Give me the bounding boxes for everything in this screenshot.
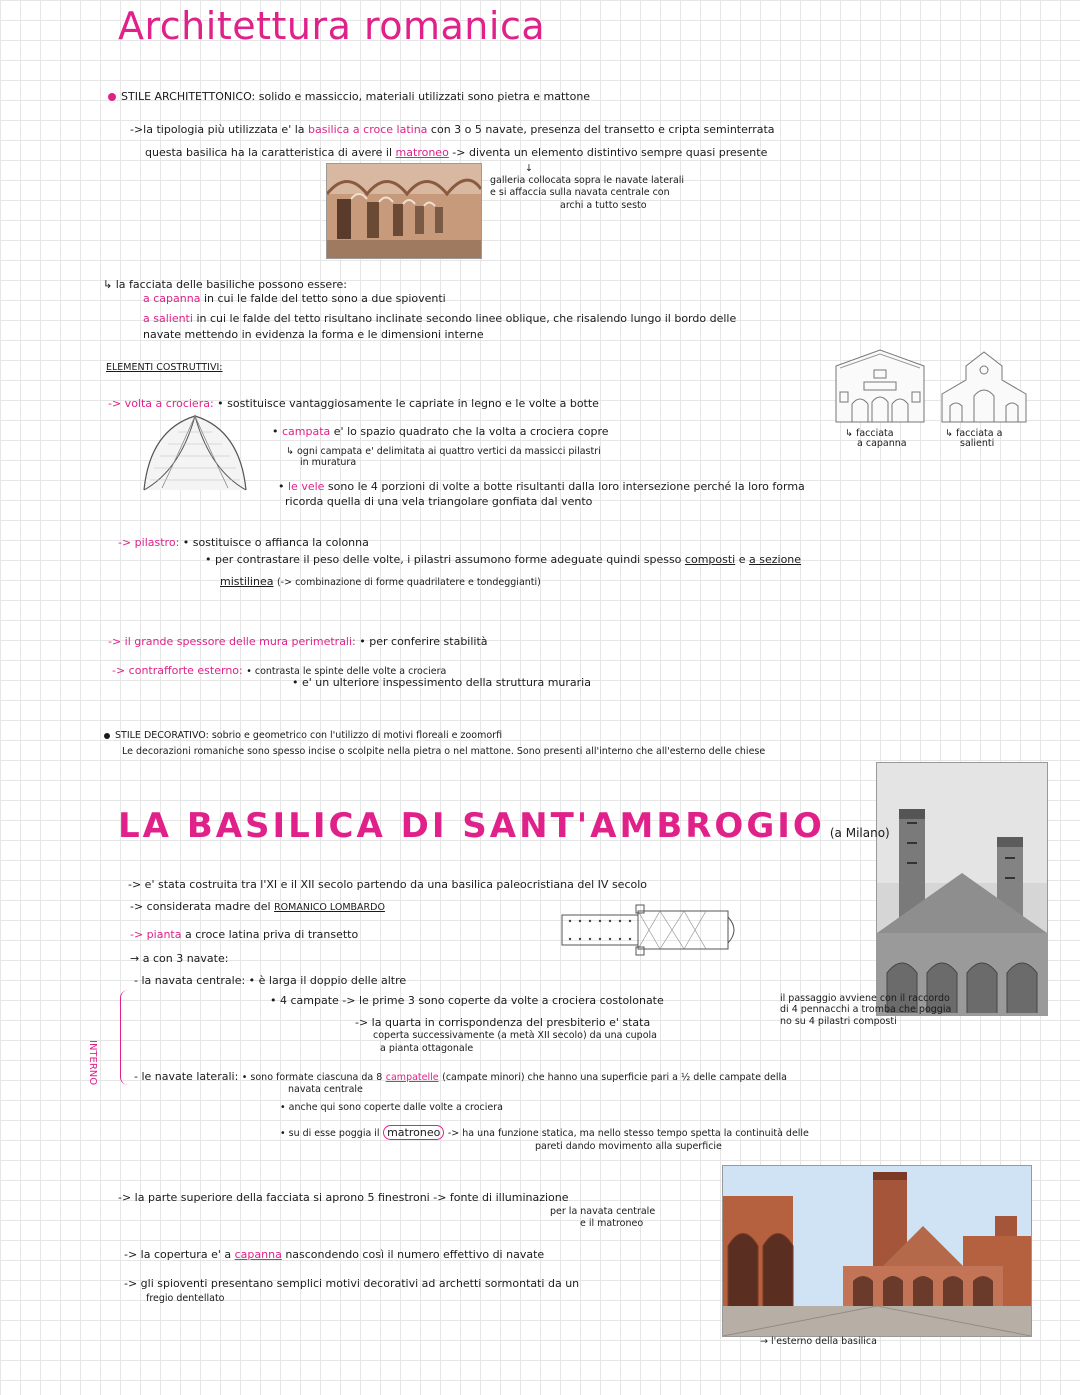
campata-sub-2: in muratura xyxy=(300,457,357,468)
matroneo-term: matroneo xyxy=(395,146,449,159)
mistilinea-term: mistilinea xyxy=(220,575,274,588)
bullet-dot-icon xyxy=(108,93,116,101)
basilica-p1: -> e' stata costruita tra l'XI e il XII secolo partendo da una basilica paleocristiana del IV secolo xyxy=(128,878,648,891)
interno-label: INTERNO xyxy=(87,1040,98,1086)
vele-line-2: ricorda quella di una vela triangolare gonfiata dal vento xyxy=(285,495,593,508)
down-arrow-icon: ↓ xyxy=(525,163,533,174)
pilastro-term: -> pilastro: xyxy=(118,536,180,549)
galleria-note-2: e si affaccia sulla navata centrale con xyxy=(490,187,670,198)
capanna-term: a capanna xyxy=(143,292,201,305)
matroneo-circled-term: matroneo xyxy=(383,1125,444,1140)
mura-line: -> il grande spessore delle mura perimetrali: • per conferire stabilità xyxy=(108,635,488,648)
basilica-title-row xyxy=(118,806,890,846)
matroneo-interior-photo xyxy=(326,163,482,259)
contrafforte-line: -> contrafforte esterno: • contrasta le spinte delle volte a crociera xyxy=(112,664,447,677)
basilica-exterior-sketch xyxy=(876,762,1048,1016)
raccordo-note-3: no su 4 pilastri composti xyxy=(780,1016,897,1027)
finestroni-note-2: e il matroneo xyxy=(580,1218,644,1229)
laterali-line-2: • anche qui sono coperte dalle volte a crociera xyxy=(280,1102,503,1113)
vele-term: le vele xyxy=(288,480,325,493)
basilica-p2: -> considerata madre del ROMANICO LOMBARDO xyxy=(130,900,385,913)
navata-centrale-line: - la navata centrale: • è larga il doppio delle altre xyxy=(134,974,407,987)
raccordo-note-1: il passaggio avviene con il raccordo xyxy=(780,993,950,1004)
pianta-term: -> pianta xyxy=(130,928,182,941)
centrale-line-2: • 4 campate -> le prime 3 sono coperte da volte a crociera costolonate xyxy=(270,994,664,1007)
centrale-line-3: -> la quarta in corrispondenza del presbiterio e' stata xyxy=(355,1016,651,1029)
mura-term: -> il grande spessore delle mura perimetrali: xyxy=(108,635,356,648)
facciata-salienti-line: a salienti in cui le falde del tetto risultano inclinate secondo linee oblique, che risalendo lungo il bordo delle xyxy=(143,312,737,325)
navate-laterali-line: - le navate laterali: • sono formate ciascuna da 8 campatelle (campate minori) che hanno una superficie pari a ½ delle campate della xyxy=(134,1070,787,1083)
facciata-intro: ↳ la facciata delle basiliche possono essere: xyxy=(103,278,347,291)
pilastro-line-3: mistilinea (-> combinazione di forme quadrilatere e tondeggianti) xyxy=(220,575,541,588)
romanico-lombardo-term: ROMANICO LOMBARDO xyxy=(274,902,385,913)
laterali-line-3: • su di esse poggia il matroneo -> ha una funzione statica, ma nello stesso tempo spetta la continuità delle xyxy=(280,1126,809,1139)
finestroni-note-1: per la navata centrale xyxy=(550,1206,656,1217)
basilica-p4: → a con 3 navate: xyxy=(130,952,229,965)
laterali-line-3b: pareti dando movimento alla superficie xyxy=(535,1141,722,1152)
basilica-atrium-photo xyxy=(722,1165,1032,1337)
caption-salienti-1: ↳ facciata a xyxy=(945,428,1003,439)
volta-line: -> volta a crociera: • sostituisce vantaggiosamente le capriate in legno e le volte a botte xyxy=(108,397,599,410)
bullet-dot-icon xyxy=(104,733,110,739)
contrafforte-line-2: • e' un ulteriore inspessimento della struttura muraria xyxy=(292,676,591,689)
spioventi-line: -> gli spioventi presentano semplici motivi decorativi ad archetti sormontati da un xyxy=(124,1277,580,1290)
basilica-croce-latina-term: basilica a croce latina xyxy=(308,123,428,136)
facciata-salienti-line-2: navate mettendo in evidenza la forma e le dimensioni interne xyxy=(143,328,484,341)
volta-crociera-term: -> volta a crociera: xyxy=(108,397,214,410)
caption-capanna-1: ↳ facciata xyxy=(845,428,894,439)
raccordo-note-2: di 4 pennacchi a tromba che poggia xyxy=(780,1004,952,1015)
pilastro-line: -> pilastro: • sostituisce o affianca la colonna xyxy=(118,536,369,549)
stile-decorativo-line-1: STILE DECORATIVO: sobrio e geometrico con l'utilizzo di motivi floreali e zoomorfi xyxy=(104,730,502,741)
capanna-copertura-term: capanna xyxy=(234,1248,282,1261)
spioventi-line-2: fregio dentellato xyxy=(146,1293,225,1304)
stile-decorativo-line-2: Le decorazioni romaniche sono spesso incise o scolpite nella pietra o nel mattone. Sono presenti all'interno che all'esterno delle chiese xyxy=(122,746,766,757)
contrafforte-term: -> contrafforte esterno: xyxy=(112,664,243,677)
matroneo-line: questa basilica ha la caratteristica di avere il matroneo -> diventa un elemento distintivo sempre quasi presente xyxy=(145,146,768,159)
volta-crociera-drawing xyxy=(140,410,250,494)
facciata-capanna-drawing xyxy=(832,348,928,424)
copertura-line: -> la copertura e' a capanna nascondendo così il numero effettivo di navate xyxy=(124,1248,545,1261)
centrale-line-4: coperta successivamente (a metà XII secolo) da una cupola xyxy=(373,1030,657,1041)
galleria-note-1: galleria collocata sopra le navate laterali xyxy=(490,175,685,186)
pilastro-line-2: • per contrastare il peso delle volte, i pilastri assumono forme adeguate quindi spesso composti e a sezione xyxy=(205,553,802,566)
tipologia-line: ->la tipologia più utilizzata e' la basilica a croce latina con 3 o 5 navate, presenza del transetto e cripta seminterrata xyxy=(130,123,775,136)
caption-capanna-2: a capanna xyxy=(857,438,907,449)
centrale-line-5: a pianta ottagonale xyxy=(380,1043,474,1054)
caption-salienti-2: salienti xyxy=(960,438,995,449)
basilica-title: LA BASILICA DI SANT'AMBROGIO xyxy=(118,806,825,846)
laterali-line-1b: navata centrale xyxy=(288,1084,363,1095)
facciata-salienti-drawing xyxy=(940,350,1028,424)
page-title: Architettura romanica xyxy=(118,4,546,48)
caption-esterno: → l'esterno della basilica xyxy=(760,1336,877,1347)
campata-term: campata xyxy=(282,425,331,438)
vele-line: • le vele sono le 4 porzioni di volte a botte risultanti dalla loro intersezione perché la loro forma xyxy=(278,480,805,493)
salienti-term: a salienti xyxy=(143,312,193,325)
galleria-note-3: archi a tutto sesto xyxy=(560,200,647,211)
basilica-p3: -> pianta a croce latina priva di transetto xyxy=(130,928,359,941)
interno-bracket xyxy=(120,990,131,1085)
basilica-subtitle: (a Milano) xyxy=(829,826,890,840)
campatelle-term: campatelle xyxy=(385,1072,439,1083)
elementi-heading: ELEMENTI COSTRUTTIVI: xyxy=(106,362,223,373)
facciata-capanna-line: a capanna in cui le falde del tetto sono a due spioventi xyxy=(143,292,446,305)
stile-text: solido e massiccio, materiali utilizzati sono pietra e mattone xyxy=(258,90,591,103)
composti-term: composti xyxy=(684,553,736,566)
campata-sub-1: ↳ ogni campata e' delimitata ai quattro vertici da massicci pilastri xyxy=(286,446,601,457)
stile-label: STILE ARCHITETTONICO: xyxy=(121,90,256,103)
sezione-term: a sezione xyxy=(749,553,802,566)
facciata-finestroni-line: -> la parte superiore della facciata si aprono 5 finestroni -> fonte di illuminazione xyxy=(118,1191,569,1204)
stile-architettonico-line xyxy=(108,90,590,103)
campata-line: • campata e' lo spazio quadrato che la volta a crociera copre xyxy=(272,425,609,438)
pianta-floor-plan xyxy=(560,903,742,958)
